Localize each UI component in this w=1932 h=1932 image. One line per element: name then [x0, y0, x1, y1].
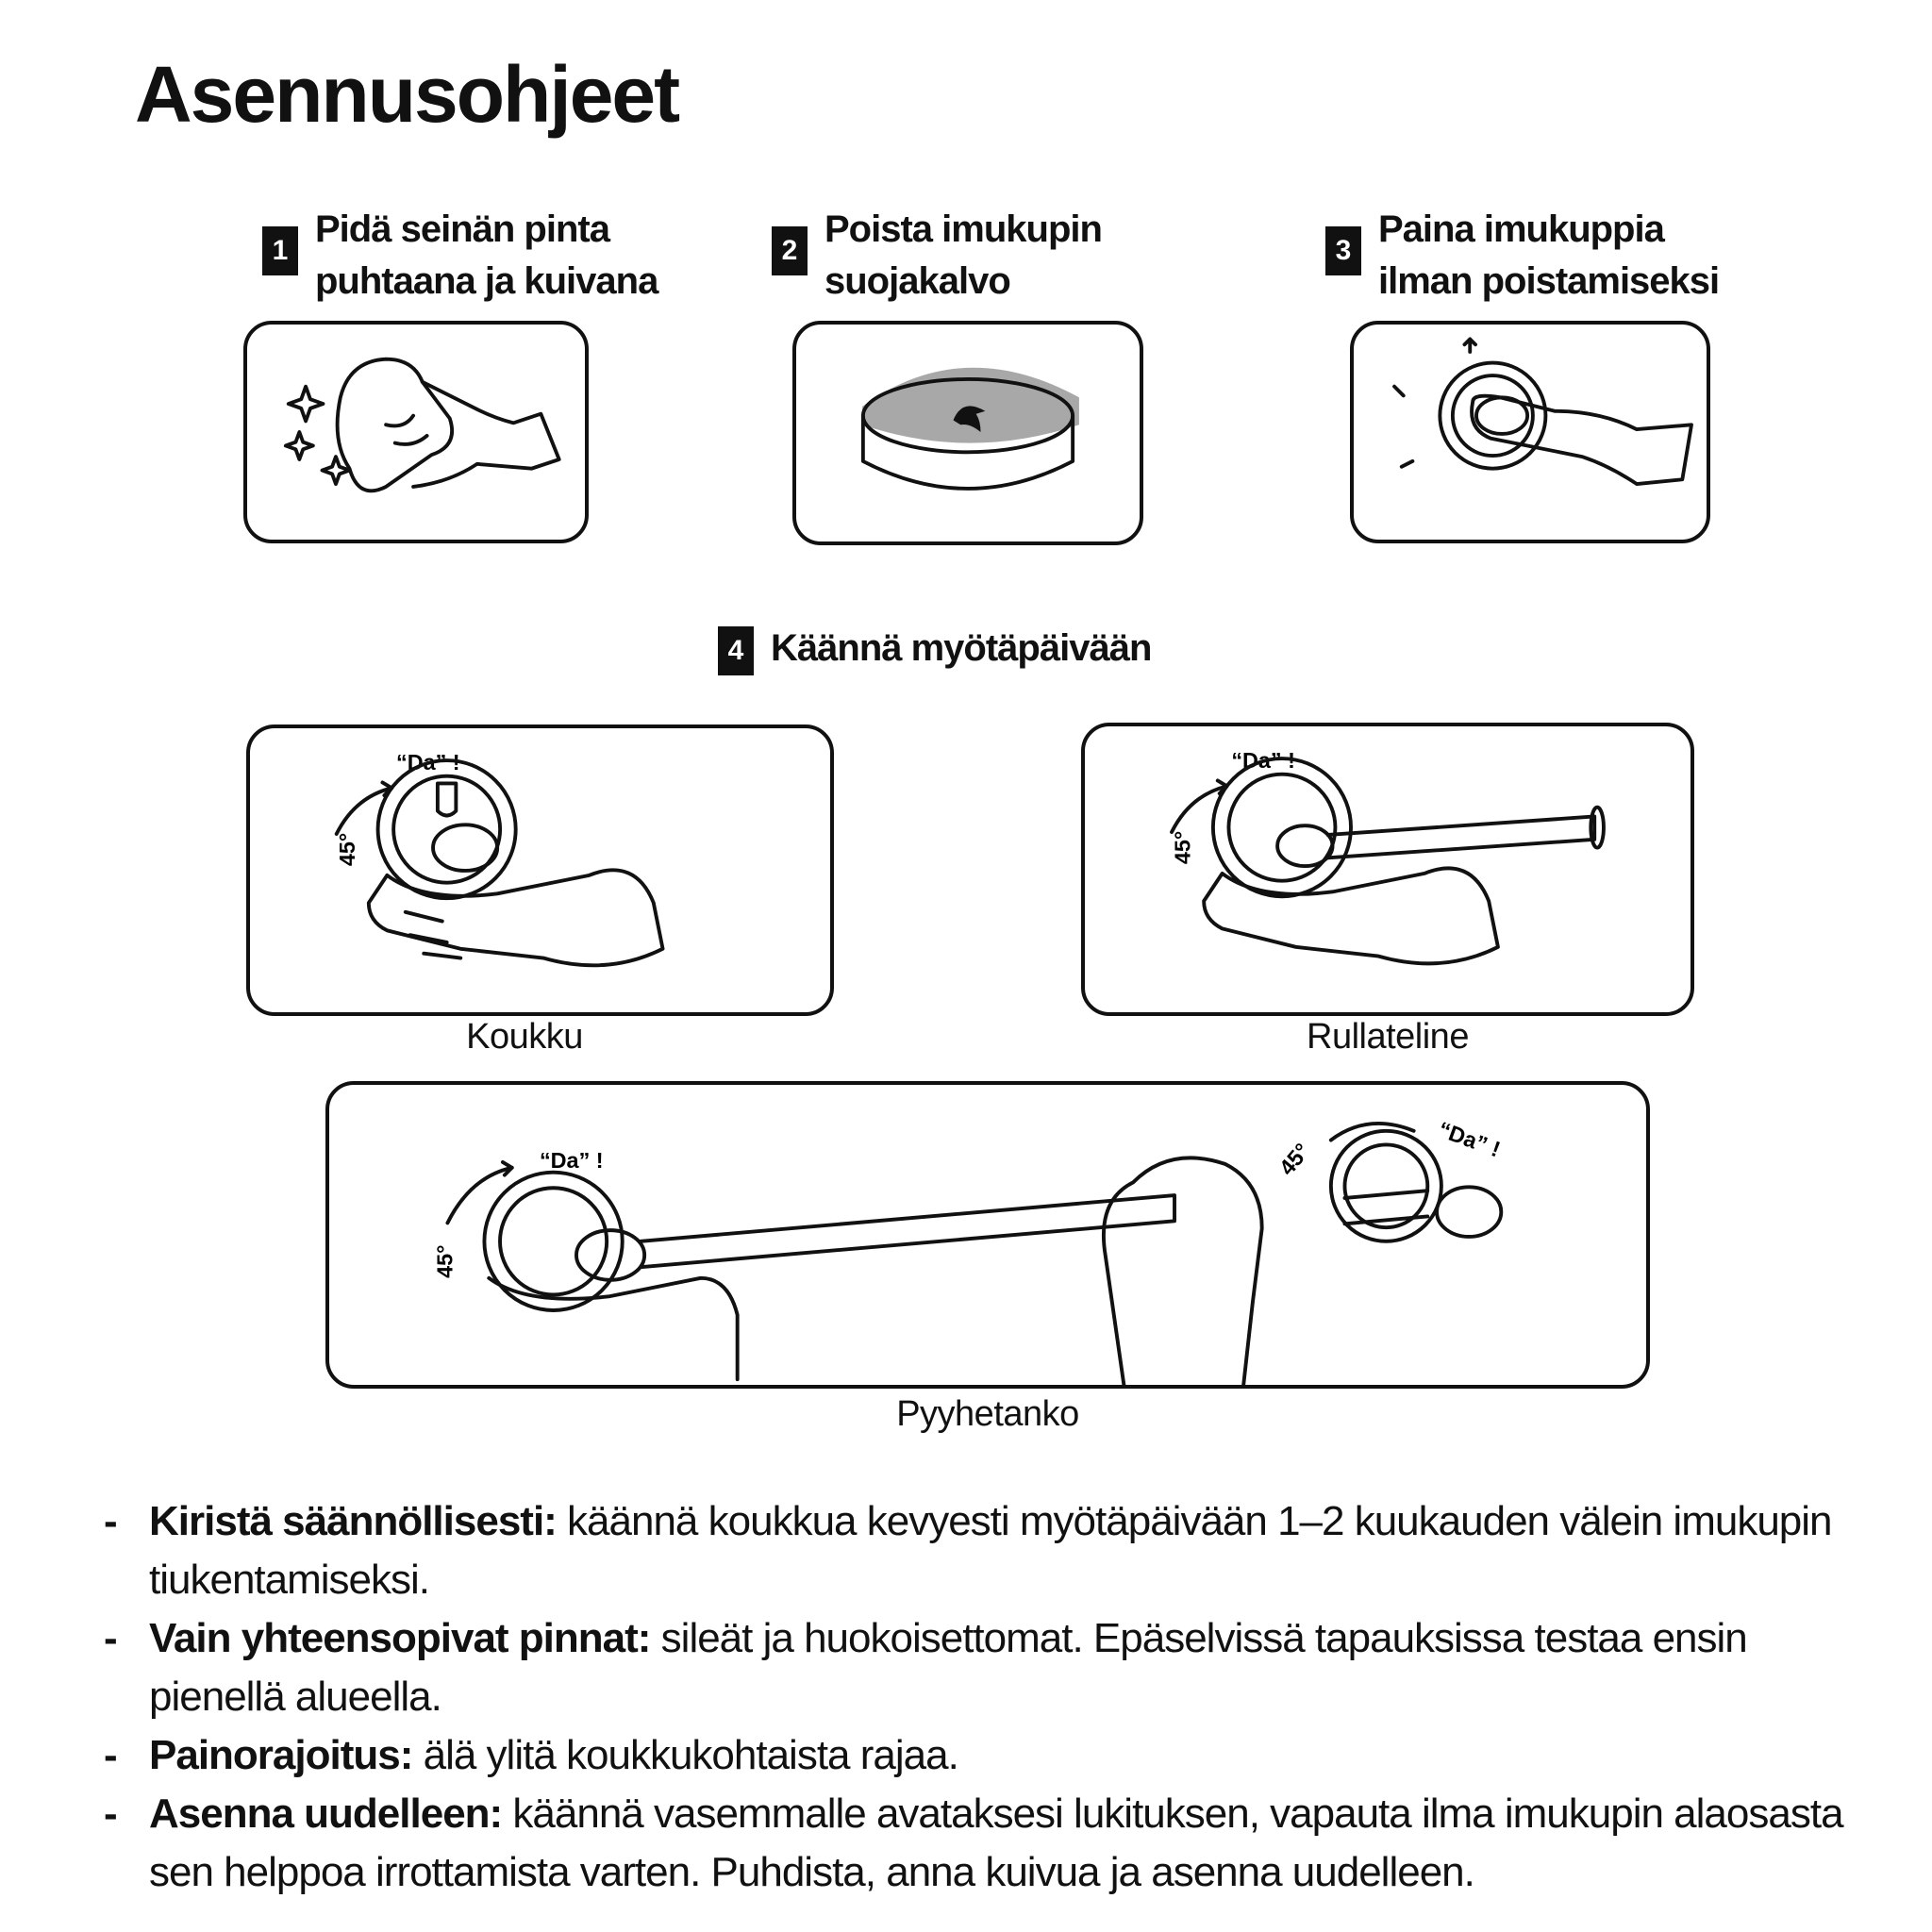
angle-label: 45° — [1170, 830, 1195, 865]
towel-bar-twist-icon — [329, 1085, 1646, 1385]
da-label: “Da” ! — [1231, 747, 1295, 773]
step-3-number: 3 — [1325, 226, 1361, 275]
hook-caption: Koukku — [466, 1017, 583, 1057]
note-heading: Asenna uudelleen: — [149, 1790, 503, 1837]
roll-holder-twist-icon — [1085, 726, 1690, 1012]
angle-label: 45° — [432, 1244, 458, 1278]
note-text: käännä koukkua kevyesti myötäpäivään 1–2 kuukauden välein imukupin tiukentamiseksi. — [149, 1498, 1832, 1603]
step-2-line2: suojakalvo — [824, 260, 1010, 302]
step-3-line2: ilman poistamiseksi — [1378, 260, 1720, 302]
hook-illustration — [246, 724, 834, 1016]
da-label: “Da” ! — [1435, 1116, 1504, 1162]
bullet-dash: - — [104, 1498, 117, 1544]
step-2-number: 2 — [772, 226, 808, 275]
step-3-illustration — [1350, 321, 1710, 543]
page-title: Asennusohjeet — [135, 50, 679, 139]
step-1-heading — [262, 204, 658, 308]
roll-bar — [1328, 816, 1595, 858]
pressing-hand-icon — [1354, 325, 1707, 540]
towel-bar — [641, 1195, 1174, 1267]
note-text: käännä vasemmalle avataksesi lukituksen, vapauta ilma imukupin alaosasta sen helppoa irrottamista varten. Puhdista, anna kuivua ja asenna uudelleen. — [149, 1790, 1843, 1895]
suction-cup-film-icon — [796, 325, 1140, 541]
step-2-heading — [772, 204, 1102, 308]
step-3-heading — [1325, 204, 1719, 308]
bullet-dash: - — [104, 1790, 117, 1837]
step-3-line1: Paina imukuppia — [1378, 208, 1664, 250]
notes-list — [104, 1492, 1877, 1902]
sparkle-icon — [286, 432, 313, 459]
angle-label: 45° — [335, 832, 360, 867]
note-text: sileät ja huokoisettomat. Epäselvissä tapauksissa testaa ensin pienellä alueella. — [149, 1615, 1747, 1720]
hook-twist-icon — [250, 728, 830, 1012]
step-1-number: 1 — [262, 226, 298, 275]
step-1-illustration — [243, 321, 589, 543]
step-1-text — [315, 204, 658, 308]
note-heading: Painorajoitus: — [149, 1732, 413, 1778]
step-4-heading — [718, 623, 1151, 675]
note-item — [104, 1726, 1877, 1785]
note-item — [104, 1785, 1877, 1902]
step-2-line1: Poista imukupin — [824, 208, 1102, 250]
da-label: “Da” ! — [396, 749, 460, 774]
towel-bar-illustration — [325, 1081, 1650, 1389]
step-1-line2: puhtaana ja kuivana — [315, 260, 658, 302]
sparkle-icon — [289, 387, 324, 422]
step-3-text — [1378, 204, 1719, 308]
note-text: älä ylitä koukkukohtaista rajaa. — [412, 1732, 958, 1778]
step-1-line1: Pidä seinän pinta — [315, 208, 609, 250]
cleaning-hand-icon — [247, 325, 585, 540]
step-4-number: 4 — [718, 626, 754, 675]
roll-holder-illustration — [1081, 723, 1694, 1016]
step-2-illustration — [792, 321, 1143, 545]
angle-label: 45° — [1274, 1138, 1315, 1180]
step-4-text: Käännä myötäpäivään — [771, 627, 1152, 669]
note-heading: Kiristä säännöllisesti: — [149, 1498, 557, 1544]
roll-holder-caption: Rullateline — [1307, 1017, 1469, 1057]
hook-icon — [438, 783, 456, 815]
note-heading: Vain yhteensopivat pinnat: — [149, 1615, 651, 1661]
step-2-text — [824, 204, 1102, 308]
note-item — [104, 1492, 1877, 1609]
note-item — [104, 1609, 1877, 1726]
da-label: “Da” ! — [539, 1147, 604, 1173]
bullet-dash: - — [104, 1615, 117, 1661]
towel-bar-caption: Pyyhetanko — [896, 1394, 1079, 1434]
bullet-dash: - — [104, 1732, 117, 1778]
